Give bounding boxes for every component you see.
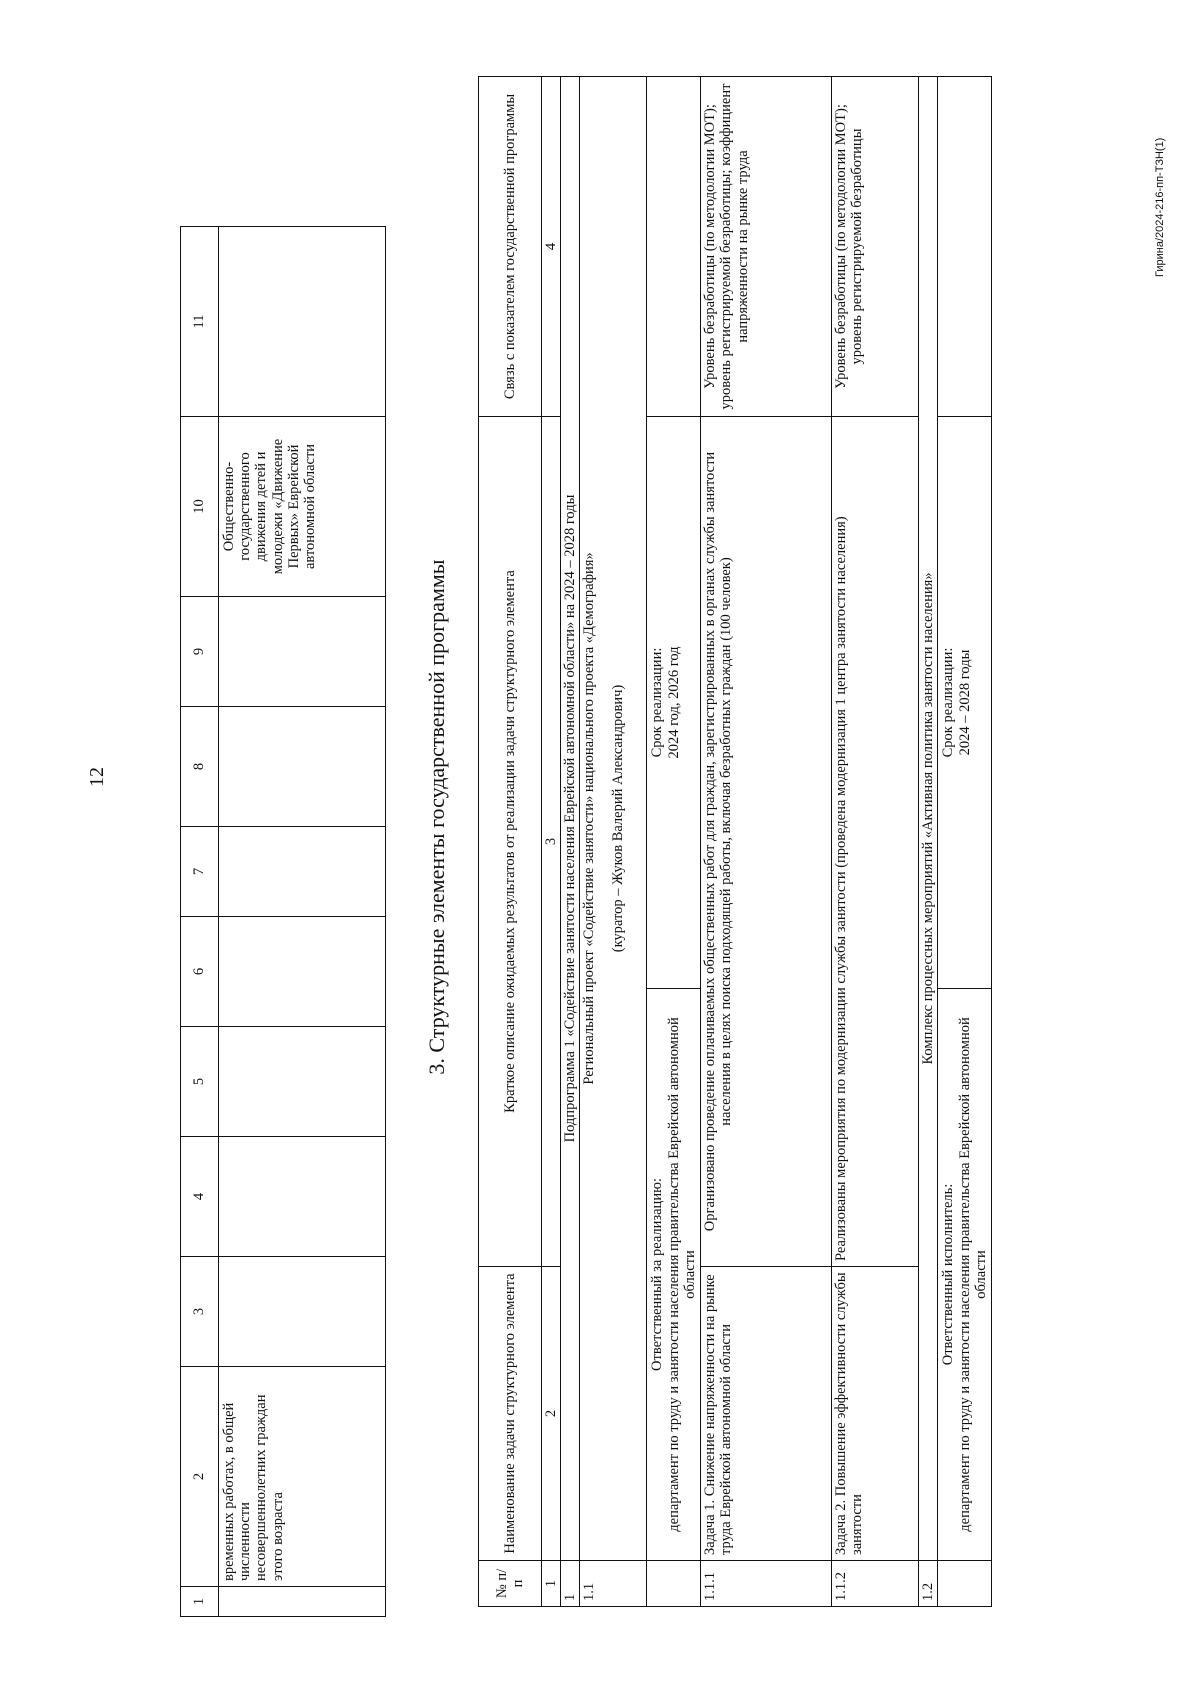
section-title: 3. Структурные элементы государственной программы [424, 559, 449, 1075]
t1-cell [219, 1587, 386, 1617]
responsible-label: Ответственный исполнитель: [940, 1183, 957, 1366]
task-name: Задача 2. Повышение эффективности службы занятости [832, 1267, 919, 1561]
project-title-line1: Региональный проект «Содействие занятости» национального проекта «Демография» [581, 552, 598, 1085]
task-indicator-link: Уровень безработицы (по методологии МОТ); уровень регистрируемой безработицы; коэффициент напряженности на рынке труда [701, 77, 832, 417]
project-responsible-row [647, 77, 701, 1607]
t2-h-task: Наименование задачи структурного элемента [479, 1267, 542, 1561]
complex-num: 1.2 [919, 1561, 938, 1607]
t1-h8: 8 [181, 707, 219, 827]
t1-h10: 10 [181, 417, 219, 597]
t2-h-desc: Краткое описание ожидаемых результатов от реализации задачи структурного элемента [479, 417, 542, 1267]
task-num: 1.1.1 [701, 1561, 832, 1607]
subprogram-num: 1 [561, 1561, 580, 1607]
t2-n1: 1 [542, 1561, 561, 1607]
t2-n3: 3 [542, 417, 561, 1267]
t2-cell [938, 1561, 992, 1607]
subprogram-row [561, 77, 580, 1607]
subprogram-title: Подпрограмма 1 «Содействие занятости населения Еврейской автономной области» на 2024 – 2028 годы [561, 77, 580, 1561]
task-result: Реализованы мероприятия по модернизации службы занятости (проведена модернизация 1 центра занятости населения) [832, 417, 919, 1267]
project-title [580, 77, 647, 1561]
structural-elements-table [478, 76, 992, 1607]
complex-responsible-row [938, 77, 992, 1607]
t1-cell [219, 917, 386, 1027]
t1-cell [219, 1257, 386, 1367]
t2-n4: 4 [542, 77, 561, 417]
t1-h2: 2 [181, 1367, 219, 1587]
t1-h1: 1 [181, 1587, 219, 1617]
t1-cell [219, 227, 386, 417]
term-label: Срок реализации: [940, 647, 957, 758]
t2-cell [647, 1561, 701, 1607]
t1-cell [219, 597, 386, 707]
responsible-label: Ответственный за реализацию: [649, 1178, 666, 1371]
table1-header-row [181, 227, 219, 1617]
responsible-text: департамент по труду и занятости населения правительства Еврейской автономной области [956, 1017, 989, 1532]
task-num: 1.1.2 [832, 1561, 919, 1607]
t1-cell [219, 1027, 386, 1137]
term-block [647, 417, 700, 988]
t1-h6: 6 [181, 917, 219, 1027]
responsible-block [647, 988, 700, 1560]
task-indicator-link: Уровень безработицы (по методологии МОТ); уровень регистрируемой безработицы [832, 77, 919, 417]
t2-h-num: № п/п [479, 1561, 542, 1607]
task-row [832, 77, 919, 1607]
complex-title: Комплекс процессных мероприятий «Активная политика занятости населения» [919, 77, 938, 1561]
table2-number-row [542, 77, 561, 1607]
t1-h7: 7 [181, 827, 219, 917]
task-name: Задача 1. Снижение напряженности на рынке труда Еврейской автономной области [701, 1267, 832, 1561]
t2-n2: 2 [542, 1267, 561, 1561]
continued-indicators-table [180, 226, 386, 1617]
document-id: Гирина/2024-216-пп-ТЗН(1) [1154, 137, 1166, 277]
task-row [701, 77, 832, 1607]
t1-cell [219, 1137, 386, 1257]
term-block [938, 417, 991, 988]
complex-responsible [938, 417, 992, 1561]
table-row [219, 227, 386, 1617]
project-row [580, 77, 647, 1607]
t1-org-cell: Общественно-государственного движения детей и молодежи «Движение Первых» Еврейской автономной области [219, 417, 386, 597]
t1-h3: 3 [181, 1257, 219, 1367]
t2-cell [938, 77, 992, 417]
t2-cell [647, 77, 701, 417]
table2-header-row [479, 77, 542, 1607]
t1-h5: 5 [181, 1027, 219, 1137]
t1-h4: 4 [181, 1137, 219, 1257]
term-text: 2024 год, 2026 год [665, 646, 682, 759]
project-title-line2: (куратор – Жуков Валерий Александрович) [609, 684, 626, 953]
responsible-text: департамент по труду и занятости населения правительства Еврейской автономной области [665, 1017, 698, 1532]
t1-indicator-cell: временных работах, в общей численности несовершеннолетних граждан этого возраста [219, 1367, 386, 1587]
t1-cell [219, 707, 386, 827]
task-result: Организовано проведение оплачиваемых общественных работ для граждан, зарегистрированных в органах службы занятости населения в целях поиска подходящей работы, включая безработных граждан (100 человек) [701, 417, 832, 1267]
responsible-block [938, 988, 991, 1560]
complex-row [919, 77, 938, 1607]
project-num: 1.1 [580, 1561, 647, 1607]
page-number: 12 [86, 767, 108, 787]
t2-h-link: Связь с показателем государственной программы [479, 77, 542, 417]
t1-cell [219, 827, 386, 917]
term-text: 2024 – 2028 годы [956, 649, 973, 756]
t1-h9: 9 [181, 597, 219, 707]
t1-h11: 11 [181, 227, 219, 417]
project-responsible [647, 417, 701, 1561]
term-label: Срок реализации: [649, 647, 666, 758]
